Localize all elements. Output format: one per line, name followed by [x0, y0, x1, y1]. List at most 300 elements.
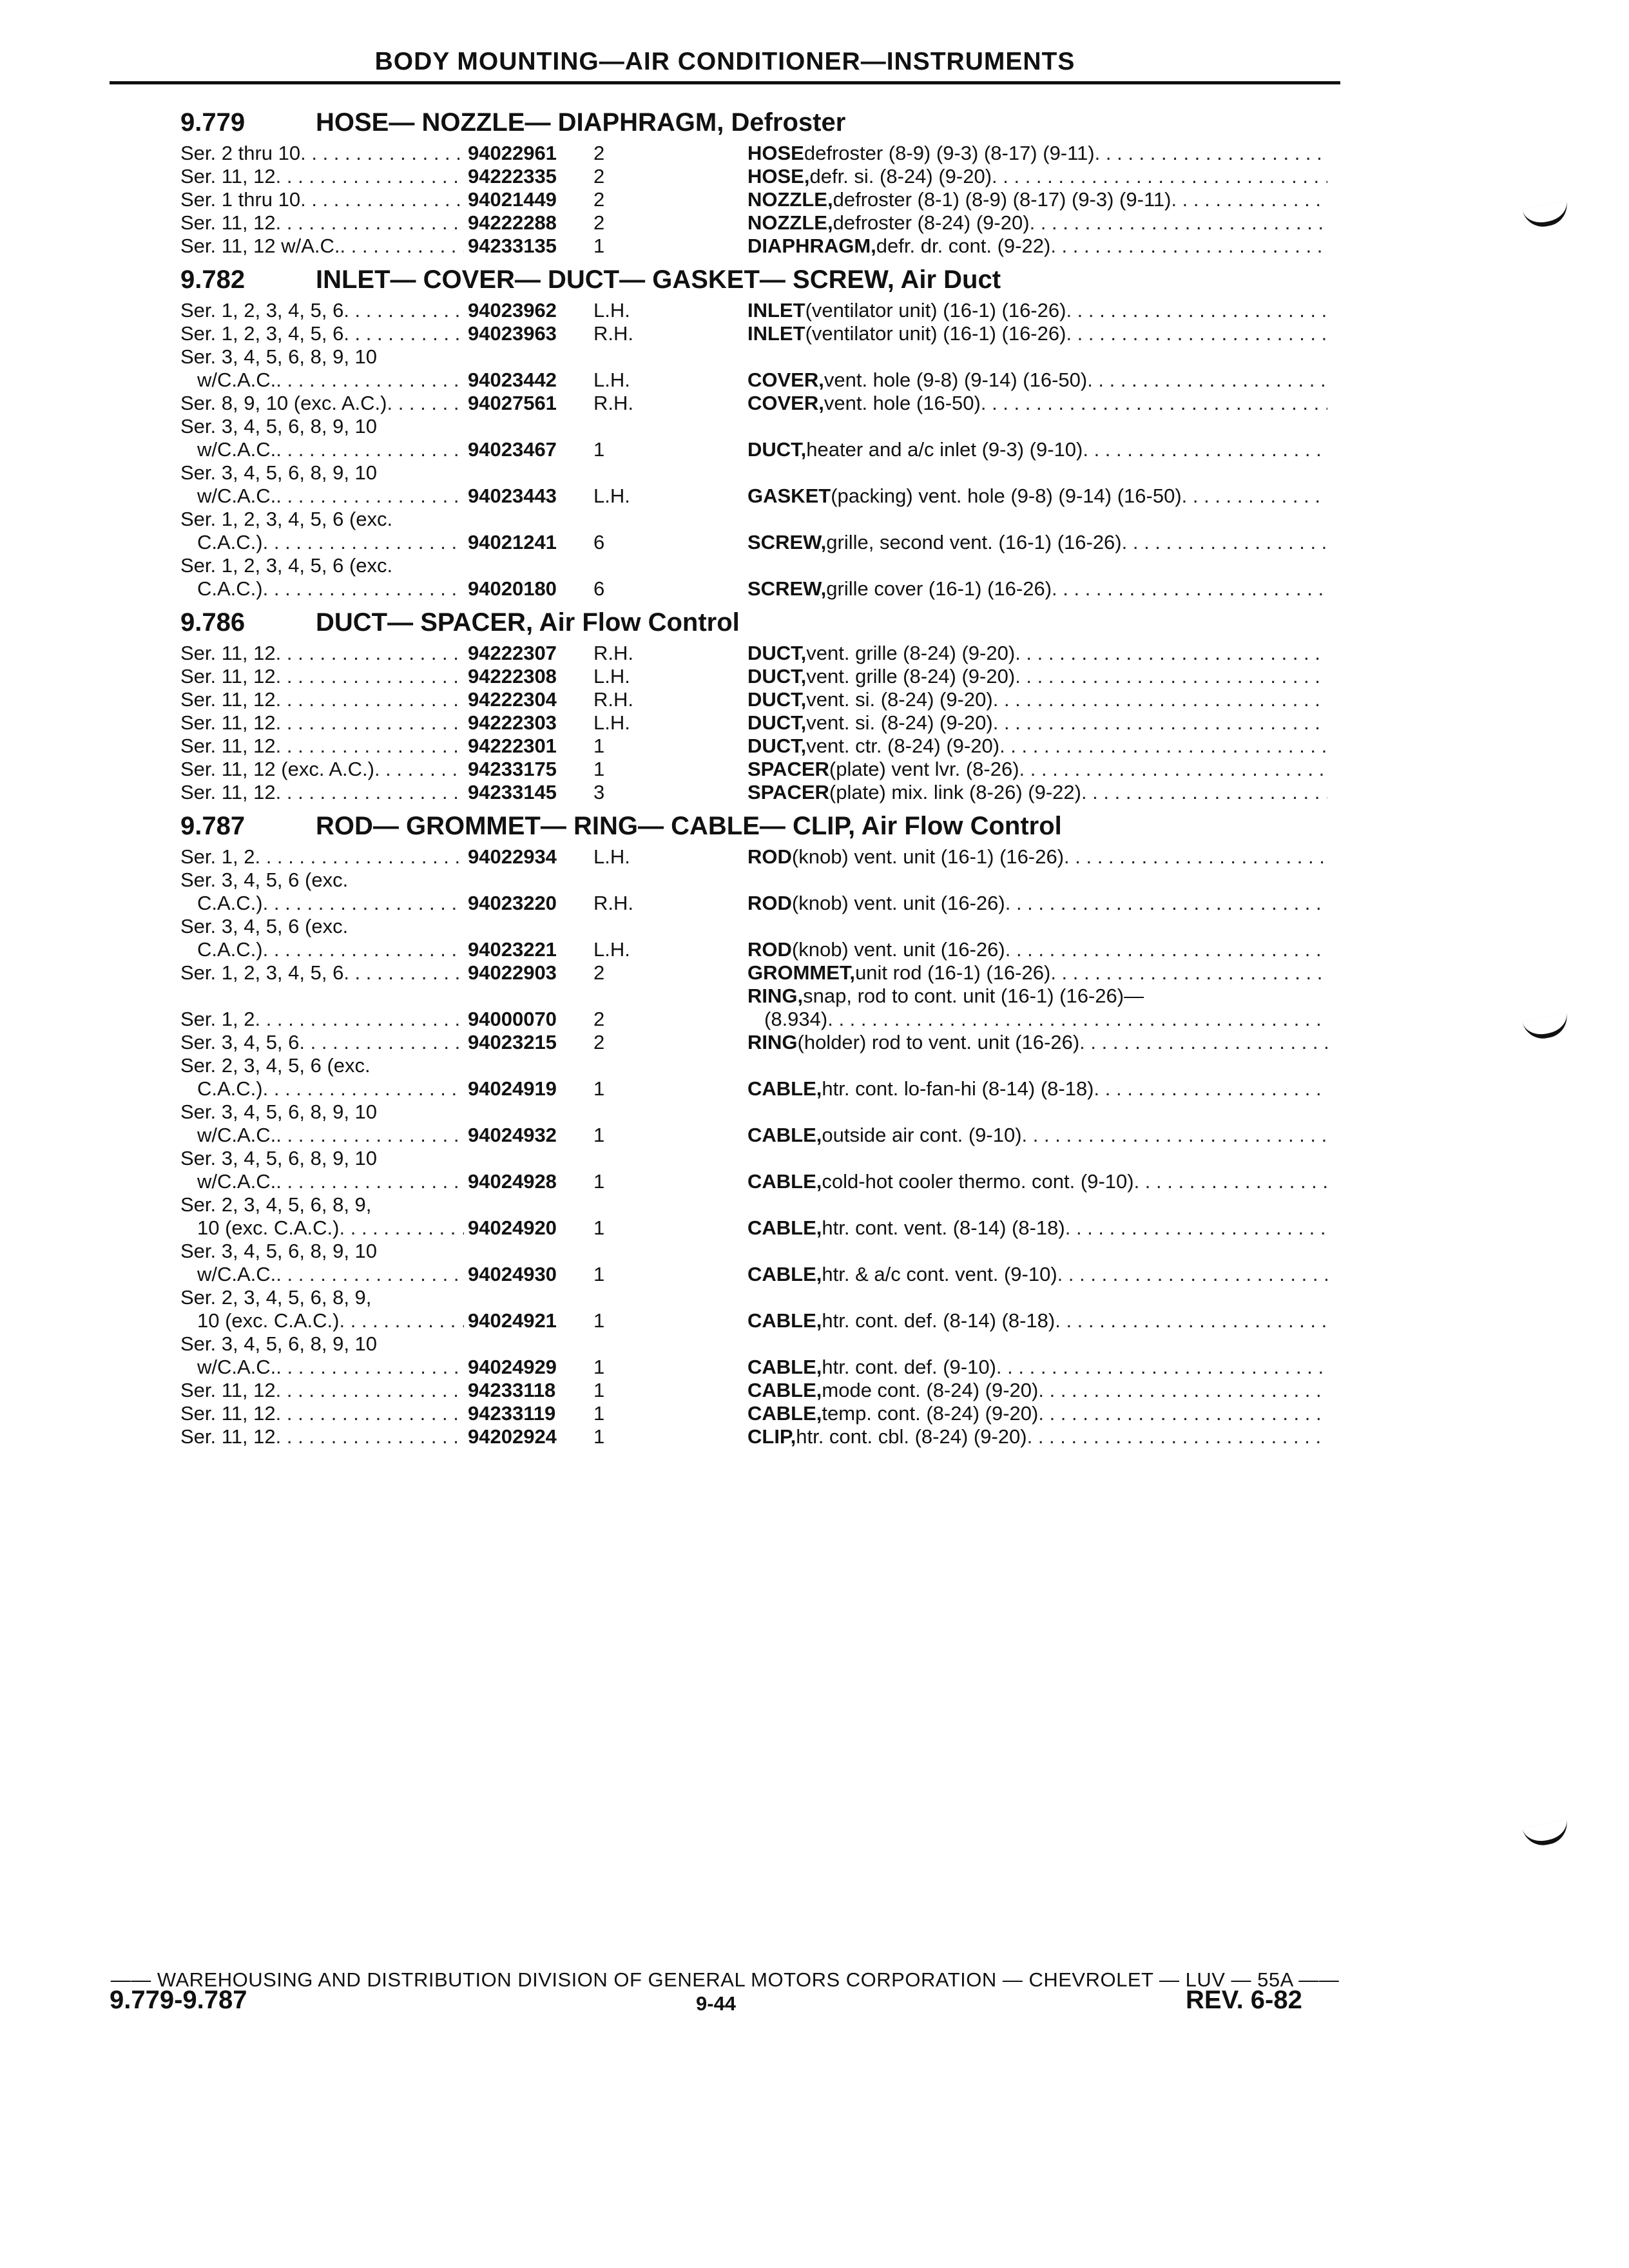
description-cell — [709, 142, 1327, 165]
part-name: ROD — [747, 938, 792, 961]
series-line — [180, 142, 464, 165]
part-description: htr. cont. def. (8-14) (8-18) — [822, 1309, 1055, 1332]
description-line — [747, 711, 1327, 735]
quantity: 1 — [593, 1379, 605, 1401]
dot-leader — [374, 758, 464, 781]
description-line — [747, 188, 1327, 211]
dot-leader — [1015, 665, 1327, 688]
series-cell — [180, 915, 464, 961]
series-cell — [180, 961, 464, 985]
description-line — [747, 299, 1327, 322]
series-cell — [180, 1332, 464, 1379]
description-line — [747, 392, 1327, 415]
series-text: Ser. 3, 4, 5, 6, 8, 9, 10 — [180, 1240, 378, 1262]
series-cell — [180, 322, 464, 345]
series-text: Ser. 11, 12 — [180, 781, 276, 803]
part-number: 94024919 — [468, 1077, 557, 1100]
part-description: htr. cont. def. (9-10) — [822, 1356, 996, 1378]
part-number: 94020180 — [468, 577, 557, 600]
quantity: R.H. — [593, 392, 633, 414]
part-number: 94023215 — [468, 1031, 557, 1053]
dot-leader — [387, 392, 464, 415]
dot-leader — [263, 531, 464, 554]
quantity: 1 — [593, 1309, 605, 1332]
series-line — [180, 869, 464, 892]
series-text: 10 (exc. C.A.C.) — [197, 1216, 340, 1239]
description-cell — [709, 322, 1327, 345]
part-row — [180, 211, 1327, 235]
part-row — [180, 1402, 1327, 1425]
part-description: (plate) vent lvr. (8-26) — [829, 758, 1019, 780]
description-cell — [709, 845, 1327, 869]
description-line — [747, 1124, 1327, 1147]
part-description: (holder) rod to vent. unit (16-26) — [797, 1031, 1080, 1053]
part-row — [180, 665, 1327, 688]
part-name: GROMMET, — [747, 961, 856, 984]
section-number: 9.782 — [180, 265, 246, 294]
part-name: ROD — [747, 845, 792, 868]
quantity: L.H. — [593, 485, 630, 507]
dot-leader — [992, 165, 1327, 188]
description-line — [747, 1356, 1327, 1379]
description-cell — [709, 392, 1327, 415]
binder-ring-mark — [1522, 200, 1570, 231]
part-number: 94233175 — [468, 758, 557, 780]
part-description: htr. cont. lo-fan-hi (8-14) (8-18) — [822, 1077, 1094, 1100]
part-row — [180, 869, 1327, 915]
quantity: 1 — [593, 735, 605, 757]
series-text: Ser. 11, 12 — [180, 735, 276, 757]
series-text: w/C.A.C. — [197, 1263, 276, 1285]
dot-leader — [263, 892, 464, 915]
quantity: R.H. — [593, 322, 633, 345]
dot-leader — [1081, 781, 1327, 804]
dot-leader — [276, 735, 464, 758]
part-number: 94022934 — [468, 845, 557, 868]
dot-leader — [255, 1008, 464, 1031]
dot-leader — [276, 438, 464, 461]
part-description: (ventilator unit) (16-1) (16-26) — [805, 322, 1066, 345]
quantity: 2 — [593, 188, 605, 211]
dot-leader — [299, 1031, 464, 1054]
description-cell — [709, 485, 1327, 508]
description-line — [747, 142, 1327, 165]
series-text: Ser. 1, 2, 3, 4, 5, 6 (exc. — [180, 508, 393, 530]
dot-leader — [981, 392, 1327, 415]
footer-section-range: 9.779-9.787 — [110, 1986, 247, 2014]
part-name: INLET — [747, 299, 805, 322]
parts-section — [180, 103, 1327, 258]
series-text: Ser. 3, 4, 5, 6 — [180, 1031, 300, 1053]
section-number: 9.786 — [180, 608, 246, 637]
dot-leader — [276, 642, 464, 665]
series-line — [180, 1309, 464, 1332]
part-name: SPACER — [747, 781, 829, 803]
dot-leader — [300, 142, 464, 165]
part-number: 94222335 — [468, 165, 557, 187]
dot-leader — [276, 665, 464, 688]
part-name: DUCT, — [747, 688, 807, 711]
series-text: C.A.C.) — [197, 892, 263, 914]
description-line — [747, 938, 1327, 961]
dot-leader — [1066, 322, 1327, 345]
series-line — [180, 461, 464, 485]
dot-leader — [276, 781, 464, 804]
series-cell — [180, 1031, 464, 1054]
series-text: Ser. 1, 2, 3, 4, 5, 6 (exc. — [180, 554, 393, 577]
series-text: Ser. 3, 4, 5, 6, 8, 9, 10 — [180, 461, 378, 484]
part-number: 94027561 — [468, 392, 557, 414]
dot-leader — [993, 688, 1327, 711]
part-number: 94222301 — [468, 735, 557, 757]
part-name: DUCT, — [747, 711, 807, 734]
dot-leader — [827, 1008, 1327, 1031]
dot-leader — [1050, 235, 1327, 258]
series-cell — [180, 1193, 464, 1240]
series-text: C.A.C.) — [197, 531, 263, 553]
series-line — [180, 392, 464, 415]
quantity: 1 — [593, 438, 605, 461]
description-cell — [709, 1425, 1327, 1448]
part-name: HOSE, — [747, 165, 810, 187]
footer-publisher-line: —— WAREHOUSING AND DISTRIBUTION DIVISION OF GENERAL MOTORS CORPORATION — CHEVROLET — LUV — 55A —— — [110, 1968, 1340, 1991]
series-line — [180, 531, 464, 554]
part-description: (knob) vent. unit (16-26) — [791, 938, 1005, 961]
dot-leader — [343, 961, 464, 985]
series-text: Ser. 1, 2 — [180, 1008, 255, 1030]
series-line — [180, 485, 464, 508]
description-line — [747, 577, 1327, 601]
series-line — [180, 711, 464, 735]
description-cell — [709, 165, 1327, 188]
part-name: HOSE — [747, 142, 804, 164]
part-description: vent. grille (8-24) (9-20) — [806, 642, 1016, 664]
dot-leader — [276, 1402, 464, 1425]
quantity: L.H. — [593, 845, 630, 868]
part-number: 94222288 — [468, 211, 557, 234]
description-cell — [709, 1077, 1327, 1100]
description-line — [747, 892, 1327, 915]
series-text: Ser. 11, 12 w/A.C. — [180, 235, 340, 257]
series-cell — [180, 781, 464, 804]
series-line — [180, 892, 464, 915]
description-line — [747, 985, 1327, 1008]
part-description-cont: (8.934) — [764, 1008, 828, 1030]
header-rule — [110, 81, 1340, 84]
part-row — [180, 642, 1327, 665]
series-cell — [180, 235, 464, 258]
description-line — [747, 961, 1327, 985]
series-cell — [180, 735, 464, 758]
dot-leader — [1087, 369, 1327, 392]
part-row — [180, 1054, 1327, 1100]
series-text: Ser. 3, 4, 5, 6, 8, 9, 10 — [180, 1147, 378, 1169]
part-name: CABLE, — [747, 1379, 822, 1401]
series-line — [180, 1100, 464, 1124]
series-line — [180, 961, 464, 985]
binder-ring-mark — [1522, 1819, 1570, 1849]
part-row — [180, 1031, 1327, 1054]
dot-leader — [1171, 188, 1327, 211]
description-line — [747, 531, 1327, 554]
dot-leader — [276, 711, 464, 735]
part-description: (packing) vent. hole (9-8) (9-14) (16-50) — [831, 485, 1182, 507]
part-number: 94024920 — [468, 1216, 557, 1239]
binder-ring-mark — [1522, 1012, 1570, 1043]
series-cell — [180, 1100, 464, 1147]
series-line — [180, 665, 464, 688]
part-name: DUCT, — [747, 642, 807, 664]
series-text: w/C.A.C. — [197, 369, 276, 391]
part-number: 94022961 — [468, 142, 557, 164]
dot-leader — [1038, 1402, 1327, 1425]
dot-leader — [1065, 1216, 1327, 1240]
series-text: Ser. 1, 2, 3, 4, 5, 6 — [180, 961, 344, 984]
part-name: DUCT, — [747, 735, 807, 757]
series-cell — [180, 1425, 464, 1448]
series-line — [180, 554, 464, 577]
dot-leader — [343, 299, 464, 322]
description-cell — [709, 1031, 1327, 1054]
series-line — [180, 188, 464, 211]
series-text: Ser. 3, 4, 5, 6, 8, 9, 10 — [180, 415, 378, 437]
quantity: R.H. — [593, 892, 633, 914]
footer-revision: REV. 6-82 — [1186, 1986, 1302, 2014]
quantity: 6 — [593, 577, 605, 600]
part-number: 94023220 — [468, 892, 557, 914]
part-description: htr. cont. vent. (8-14) (8-18) — [822, 1216, 1065, 1239]
dot-leader — [276, 1425, 464, 1448]
series-cell — [180, 1054, 464, 1100]
part-description: (knob) vent. unit (16-1) (16-26) — [791, 845, 1065, 868]
dot-leader — [276, 1356, 464, 1379]
part-number: 94021449 — [468, 188, 557, 211]
section-title: INLET— COVER— DUCT— GASKET— SCREW, Air Duct — [316, 265, 1001, 294]
part-row — [180, 188, 1327, 211]
part-name: SCREW, — [747, 577, 827, 600]
part-name: RING, — [747, 985, 804, 1007]
description-line — [747, 438, 1327, 461]
dot-leader — [1122, 531, 1327, 554]
series-text: Ser. 11, 12 — [180, 1425, 276, 1448]
dot-leader — [1022, 1124, 1327, 1147]
dot-leader — [1066, 299, 1327, 322]
dot-leader — [276, 688, 464, 711]
part-name: NOZZLE, — [747, 211, 833, 234]
dot-leader — [340, 1309, 465, 1332]
series-text: Ser. 3, 4, 5, 6, 8, 9, 10 — [180, 1100, 378, 1123]
dot-leader — [263, 938, 464, 961]
description-cell — [709, 369, 1327, 392]
part-name: ROD — [747, 892, 792, 914]
series-line — [180, 1240, 464, 1263]
series-line — [180, 1124, 464, 1147]
series-cell — [180, 758, 464, 781]
part-description: (knob) vent. unit (16-26) — [791, 892, 1005, 914]
part-row — [180, 1193, 1327, 1240]
dot-leader — [300, 188, 464, 211]
description-line — [747, 211, 1327, 235]
part-number: 94023442 — [468, 369, 557, 391]
description-line — [747, 1216, 1327, 1240]
part-row — [180, 915, 1327, 961]
dot-leader — [276, 369, 464, 392]
dot-leader — [1095, 142, 1327, 165]
part-description: snap, rod to cont. unit (16-1) (16-26)— — [803, 985, 1144, 1007]
description-cell — [709, 299, 1327, 322]
description-cell — [709, 1263, 1327, 1286]
series-text: Ser. 11, 12 — [180, 1379, 276, 1401]
series-line — [180, 938, 464, 961]
series-line — [180, 688, 464, 711]
series-text: C.A.C.) — [197, 1077, 263, 1100]
series-cell — [180, 1147, 464, 1193]
dot-leader — [263, 1077, 464, 1100]
dot-leader — [1094, 1077, 1327, 1100]
series-line — [180, 1077, 464, 1100]
description-cell — [709, 531, 1327, 554]
series-line — [180, 642, 464, 665]
part-name: COVER, — [747, 392, 824, 414]
part-row — [180, 711, 1327, 735]
part-number: 94233135 — [468, 235, 557, 257]
part-row — [180, 1147, 1327, 1193]
description-line — [747, 165, 1327, 188]
part-row — [180, 461, 1327, 508]
part-description: defr. dr. cont. (9-22) — [876, 235, 1051, 257]
dot-leader — [276, 1124, 464, 1147]
description-line — [747, 1425, 1327, 1448]
description-line — [747, 485, 1327, 508]
parts-section — [180, 603, 1327, 804]
part-row — [180, 392, 1327, 415]
part-description: outside air cont. (9-10) — [822, 1124, 1022, 1146]
series-line — [180, 1054, 464, 1077]
description-cell — [709, 1309, 1327, 1332]
series-line — [180, 1379, 464, 1402]
part-name: CABLE, — [747, 1077, 822, 1100]
part-name: CABLE, — [747, 1263, 822, 1285]
part-name: GASKET — [747, 485, 831, 507]
part-description: defroster (8-1) (8-9) (8-17) (9-3) (9-11) — [833, 188, 1171, 211]
part-name: RING — [747, 1031, 798, 1053]
part-row — [180, 554, 1327, 601]
part-number: 94222304 — [468, 688, 557, 711]
part-description: vent. ctr. (8-24) (9-20) — [806, 735, 1000, 757]
part-number: 94202924 — [468, 1425, 557, 1448]
description-line — [747, 1379, 1327, 1402]
series-cell — [180, 1402, 464, 1425]
series-line — [180, 1286, 464, 1309]
series-line — [180, 781, 464, 804]
part-number: 94222303 — [468, 711, 557, 734]
description-cell — [709, 235, 1327, 258]
series-text: 10 (exc. C.A.C.) — [197, 1309, 340, 1332]
part-name: DUCT, — [747, 665, 807, 687]
part-description: vent. si. (8-24) (9-20) — [806, 688, 993, 711]
part-name: CABLE, — [747, 1402, 822, 1425]
part-row — [180, 961, 1327, 985]
series-cell — [180, 392, 464, 415]
quantity: L.H. — [593, 938, 630, 961]
series-text: Ser. 1, 2, 3, 4, 5, 6 — [180, 299, 344, 322]
quantity: 1 — [593, 1124, 605, 1146]
dot-leader — [276, 1170, 464, 1193]
description-line — [747, 781, 1327, 804]
series-cell — [180, 711, 464, 735]
series-cell — [180, 642, 464, 665]
series-line — [180, 299, 464, 322]
part-row — [180, 1100, 1327, 1147]
series-line — [180, 758, 464, 781]
series-cell — [180, 1379, 464, 1402]
part-name: CABLE, — [747, 1216, 822, 1239]
dot-leader — [276, 485, 464, 508]
series-text: Ser. 3, 4, 5, 6, 8, 9, 10 — [180, 1332, 378, 1355]
section-title: DUCT— SPACER, Air Flow Control — [316, 608, 740, 637]
dot-leader — [276, 211, 464, 235]
part-row — [180, 1379, 1327, 1402]
series-text: w/C.A.C. — [197, 485, 276, 507]
series-line — [180, 1031, 464, 1054]
part-number: 94023962 — [468, 299, 557, 322]
description-cell — [709, 665, 1327, 688]
description-cell — [709, 961, 1327, 985]
series-line — [180, 345, 464, 369]
quantity: R.H. — [593, 688, 633, 711]
series-cell — [180, 1008, 464, 1031]
part-description: defr. si. (8-24) (9-20) — [809, 165, 992, 187]
part-row — [180, 508, 1327, 554]
part-name: CABLE, — [747, 1356, 822, 1378]
part-row — [180, 1332, 1327, 1379]
series-cell — [180, 211, 464, 235]
part-description: vent. hole (16-50) — [824, 392, 981, 414]
part-row — [180, 985, 1327, 1031]
series-text: Ser. 11, 12 — [180, 665, 276, 687]
description-line — [747, 1309, 1327, 1332]
description-cell — [709, 711, 1327, 735]
part-number: 94024930 — [468, 1263, 557, 1285]
series-line — [180, 235, 464, 258]
series-cell — [180, 869, 464, 915]
part-description: (plate) mix. link (8-26) (9-22) — [829, 781, 1081, 803]
description-line — [747, 369, 1327, 392]
quantity: 1 — [593, 1425, 605, 1448]
quantity: L.H. — [593, 369, 630, 391]
part-number: 94023443 — [468, 485, 557, 507]
section-number: 9.787 — [180, 812, 246, 840]
description-line — [747, 235, 1327, 258]
part-description: unit rod (16-1) (16-26) — [855, 961, 1051, 984]
quantity: L.H. — [593, 299, 630, 322]
dot-leader — [1005, 938, 1327, 961]
dot-leader — [1052, 577, 1327, 601]
section-heading — [180, 103, 1327, 142]
series-text: Ser. 11, 12 — [180, 642, 276, 664]
description-cell — [709, 1170, 1327, 1193]
part-row — [180, 322, 1327, 345]
series-cell — [180, 508, 464, 554]
series-line — [180, 438, 464, 461]
series-cell — [180, 665, 464, 688]
quantity: R.H. — [593, 642, 633, 664]
description-cell — [709, 688, 1327, 711]
series-cell — [180, 188, 464, 211]
dot-leader — [1134, 1170, 1327, 1193]
quantity: 3 — [593, 781, 605, 803]
parts-section — [180, 260, 1327, 601]
